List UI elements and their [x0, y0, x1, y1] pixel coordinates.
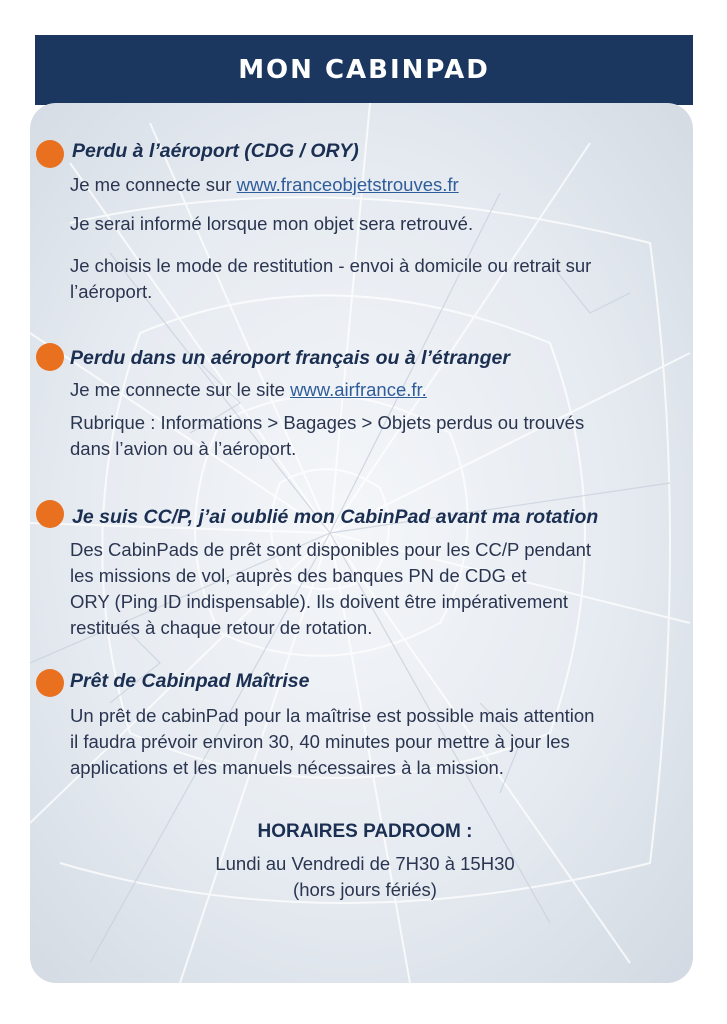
- section-paragraph: [70, 377, 427, 403]
- paragraph-line: Je choisis le mode de restitution - envoi à domicile ou retrait sur: [70, 255, 592, 276]
- page-title: MON CABINPAD: [238, 55, 490, 85]
- website-link[interactable]: www.franceobjetstrouves.fr: [236, 174, 459, 195]
- section-bullet: [36, 140, 64, 168]
- website-link[interactable]: www.airfrance.fr.: [290, 379, 427, 400]
- hours-title: HORAIRES PADROOM :: [257, 821, 473, 842]
- paragraph-line: Un prêt de cabinPad pour la maîtrise est possible mais attention: [70, 705, 595, 726]
- paragraph-line: l’aéroport.: [70, 281, 153, 302]
- section-paragraph: Je serai informé lorsque mon objet sera retrouvé.: [70, 213, 474, 234]
- paragraph-line: applications et les manuels nécessaires à la mission.: [70, 757, 504, 778]
- paragraph-text: Je me connecte sur le site: [70, 379, 291, 400]
- section-heading: Prêt de Cabinpad Maîtrise: [70, 670, 310, 692]
- section-bullet: [36, 343, 64, 371]
- paragraph-line: Des CabinPads de prêt sont disponibles pour les CC/P pendant: [70, 539, 592, 560]
- hours-note: (hors jours fériés): [293, 879, 437, 900]
- section-paragraph: [70, 703, 594, 781]
- page-header: [35, 35, 693, 105]
- section-bullet: [36, 500, 64, 528]
- paragraph-line: dans l’avion ou à l’aéroport.: [70, 438, 297, 459]
- section-heading: Perdu à l’aéroport (CDG / ORY): [72, 140, 359, 162]
- hours-schedule: Lundi au Vendredi de 7H30 à 15H30: [215, 853, 515, 874]
- section-paragraph: [70, 253, 591, 305]
- section-heading: Je suis CC/P, j’ai oublié mon CabinPad avant ma rotation: [72, 506, 599, 528]
- section-bullet: [36, 669, 64, 697]
- section-heading: Perdu dans un aéroport français ou à l’étranger: [70, 347, 510, 369]
- hours-block: [140, 821, 590, 903]
- paragraph-line: les missions de vol, auprès des banques PN de CDG et: [70, 565, 527, 586]
- paragraph-line: ORY (Ping ID indispensable). Ils doivent être impérativement: [70, 591, 569, 612]
- paragraph-line: restitués à chaque retour de rotation.: [70, 617, 373, 638]
- section-paragraph: [70, 172, 459, 198]
- paragraph-text: Je me connecte sur: [70, 174, 237, 195]
- section-paragraph: [70, 537, 591, 641]
- section-paragraph: [70, 410, 584, 462]
- paragraph-line: Rubrique : Informations > Bagages > Objets perdus ou trouvés: [70, 412, 585, 433]
- content-panel: [30, 103, 693, 983]
- paragraph-line: il faudra prévoir environ 30, 40 minutes pour mettre à jour les: [70, 731, 570, 752]
